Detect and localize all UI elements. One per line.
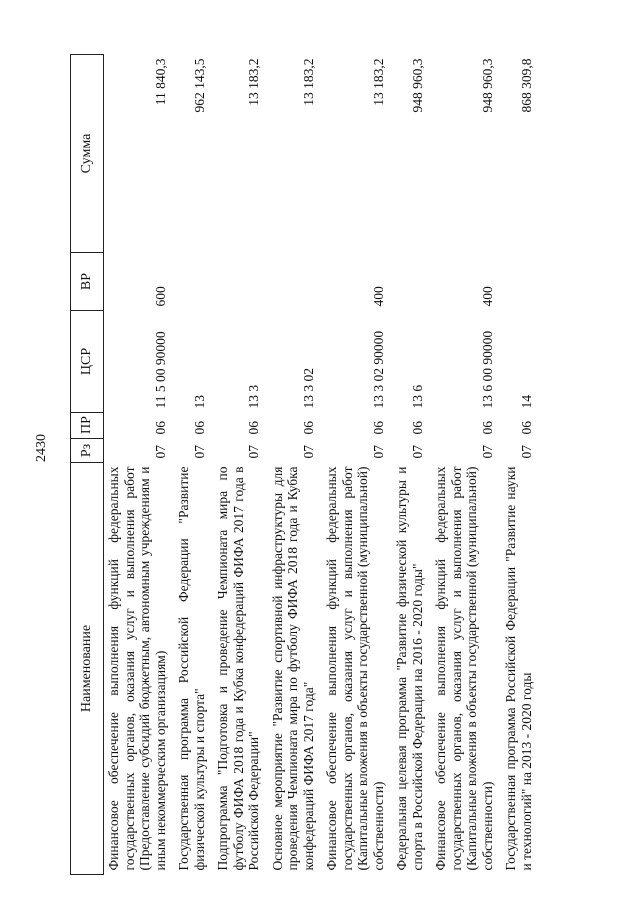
row-name: Финансовое обеспечение выполнения функций федеральных государственных органов, оказания услуг и выполнения работ (Капитальные вложения в объекты государственной (муниципальной) собственности) xyxy=(433,466,495,871)
row-csr: 13 3 xyxy=(246,384,262,409)
row-rz: 07 xyxy=(191,445,207,459)
row-csr: 13 6 xyxy=(409,384,425,409)
row-name: Основное мероприятие "Развитие спортивной инфраструктуры для проведения Чемпионата мира по футболу ФИФА 2018 года и Кубка конфедераций ФИФА 2017 года" xyxy=(269,466,316,871)
row-rz: 07 xyxy=(518,445,534,459)
header-vr: ВР xyxy=(71,253,104,311)
row-csr: 13 3 02 xyxy=(300,368,316,409)
row-pr: 06 xyxy=(370,421,386,435)
row-pr: 06 xyxy=(152,421,168,435)
row-rz: 07 xyxy=(300,445,316,459)
row-sum: 962 143,5 xyxy=(191,58,207,113)
row-pr: 06 xyxy=(300,421,316,435)
row-csr: 13 xyxy=(191,395,207,409)
header-pr: ПР xyxy=(71,413,104,439)
row-sum: 13 183,2 xyxy=(370,58,386,106)
table-row xyxy=(501,55,540,875)
row-pr: 06 xyxy=(409,421,425,435)
row-name: Государственная программа Российской Федерации "Развитие науки и технологий" на 2013 - 2020 годы xyxy=(503,466,534,871)
row-vr xyxy=(392,253,431,311)
row-sum: 11 840,3 xyxy=(152,58,168,106)
header-csr: ЦСР xyxy=(71,311,104,413)
table-row xyxy=(104,55,175,875)
table-row xyxy=(213,55,268,875)
header-rz: Рз xyxy=(71,439,104,463)
page-number: 2430 xyxy=(34,434,49,462)
row-name: Подпрограмма "Подготовка и проведение Чемпионата мира по футболу ФИФА 2018 года и Кубка конфедераций ФИФА 2017 года в Российской Федерации" xyxy=(215,466,262,871)
row-vr xyxy=(268,253,323,311)
row-vr xyxy=(174,253,213,311)
row-rz: 07 xyxy=(152,445,168,459)
row-sum: 948 960,3 xyxy=(409,58,425,113)
header-sum: Сумма xyxy=(71,55,104,253)
row-sum: 13 183,2 xyxy=(300,58,316,106)
row-name: Федеральная целевая программа "Развитие физической культуры и спорта в Российской Федерации на 2016 - 2020 годы" xyxy=(394,466,425,871)
row-pr: 06 xyxy=(479,421,495,435)
table-row xyxy=(268,55,323,875)
row-vr: 400 xyxy=(479,286,495,307)
row-csr: 11 5 00 90000 xyxy=(152,331,168,409)
row-vr: 400 xyxy=(370,286,386,307)
row-rz: 07 xyxy=(479,445,495,459)
table-row xyxy=(392,55,431,875)
row-vr xyxy=(213,253,268,311)
row-pr: 06 xyxy=(518,421,534,435)
row-rz: 07 xyxy=(246,445,262,459)
rotated-sheet xyxy=(70,30,615,875)
row-sum: 868 309,8 xyxy=(518,58,534,113)
table-row xyxy=(174,55,213,875)
table-header-row xyxy=(71,55,104,875)
table-row xyxy=(431,55,501,875)
row-csr: 14 xyxy=(518,395,534,409)
row-rz: 07 xyxy=(409,445,425,459)
row-sum: 948 960,3 xyxy=(479,58,495,113)
row-sum: 13 183,2 xyxy=(246,58,262,106)
row-rz: 07 xyxy=(370,445,386,459)
row-csr: 13 3 02 90000 xyxy=(370,330,386,409)
row-name: Финансовое обеспечение выполнения функций федеральных государственных органов, оказания услуг и выполнения работ (Капитальные вложения в объекты государственной (муниципальной) собственности) xyxy=(324,466,386,871)
row-vr xyxy=(501,253,540,311)
row-pr: 06 xyxy=(246,421,262,435)
row-vr: 600 xyxy=(152,286,168,307)
row-csr: 13 6 00 90000 xyxy=(479,330,495,409)
header-name: Наименование xyxy=(71,463,104,875)
budget-table xyxy=(70,54,540,875)
row-pr: 06 xyxy=(191,421,207,435)
table-row xyxy=(322,55,392,875)
row-name: Государственная программа Российской Федерации "Развитие физической культуры и спорта" xyxy=(176,466,207,871)
row-name: Финансовое обеспечение выполнения функций федеральных государственных органов, оказания услуг и выполнения работ (Предоставление субсидий бюджетным, автономным учреждениям и иным некоммерческим организациям) xyxy=(106,466,168,871)
